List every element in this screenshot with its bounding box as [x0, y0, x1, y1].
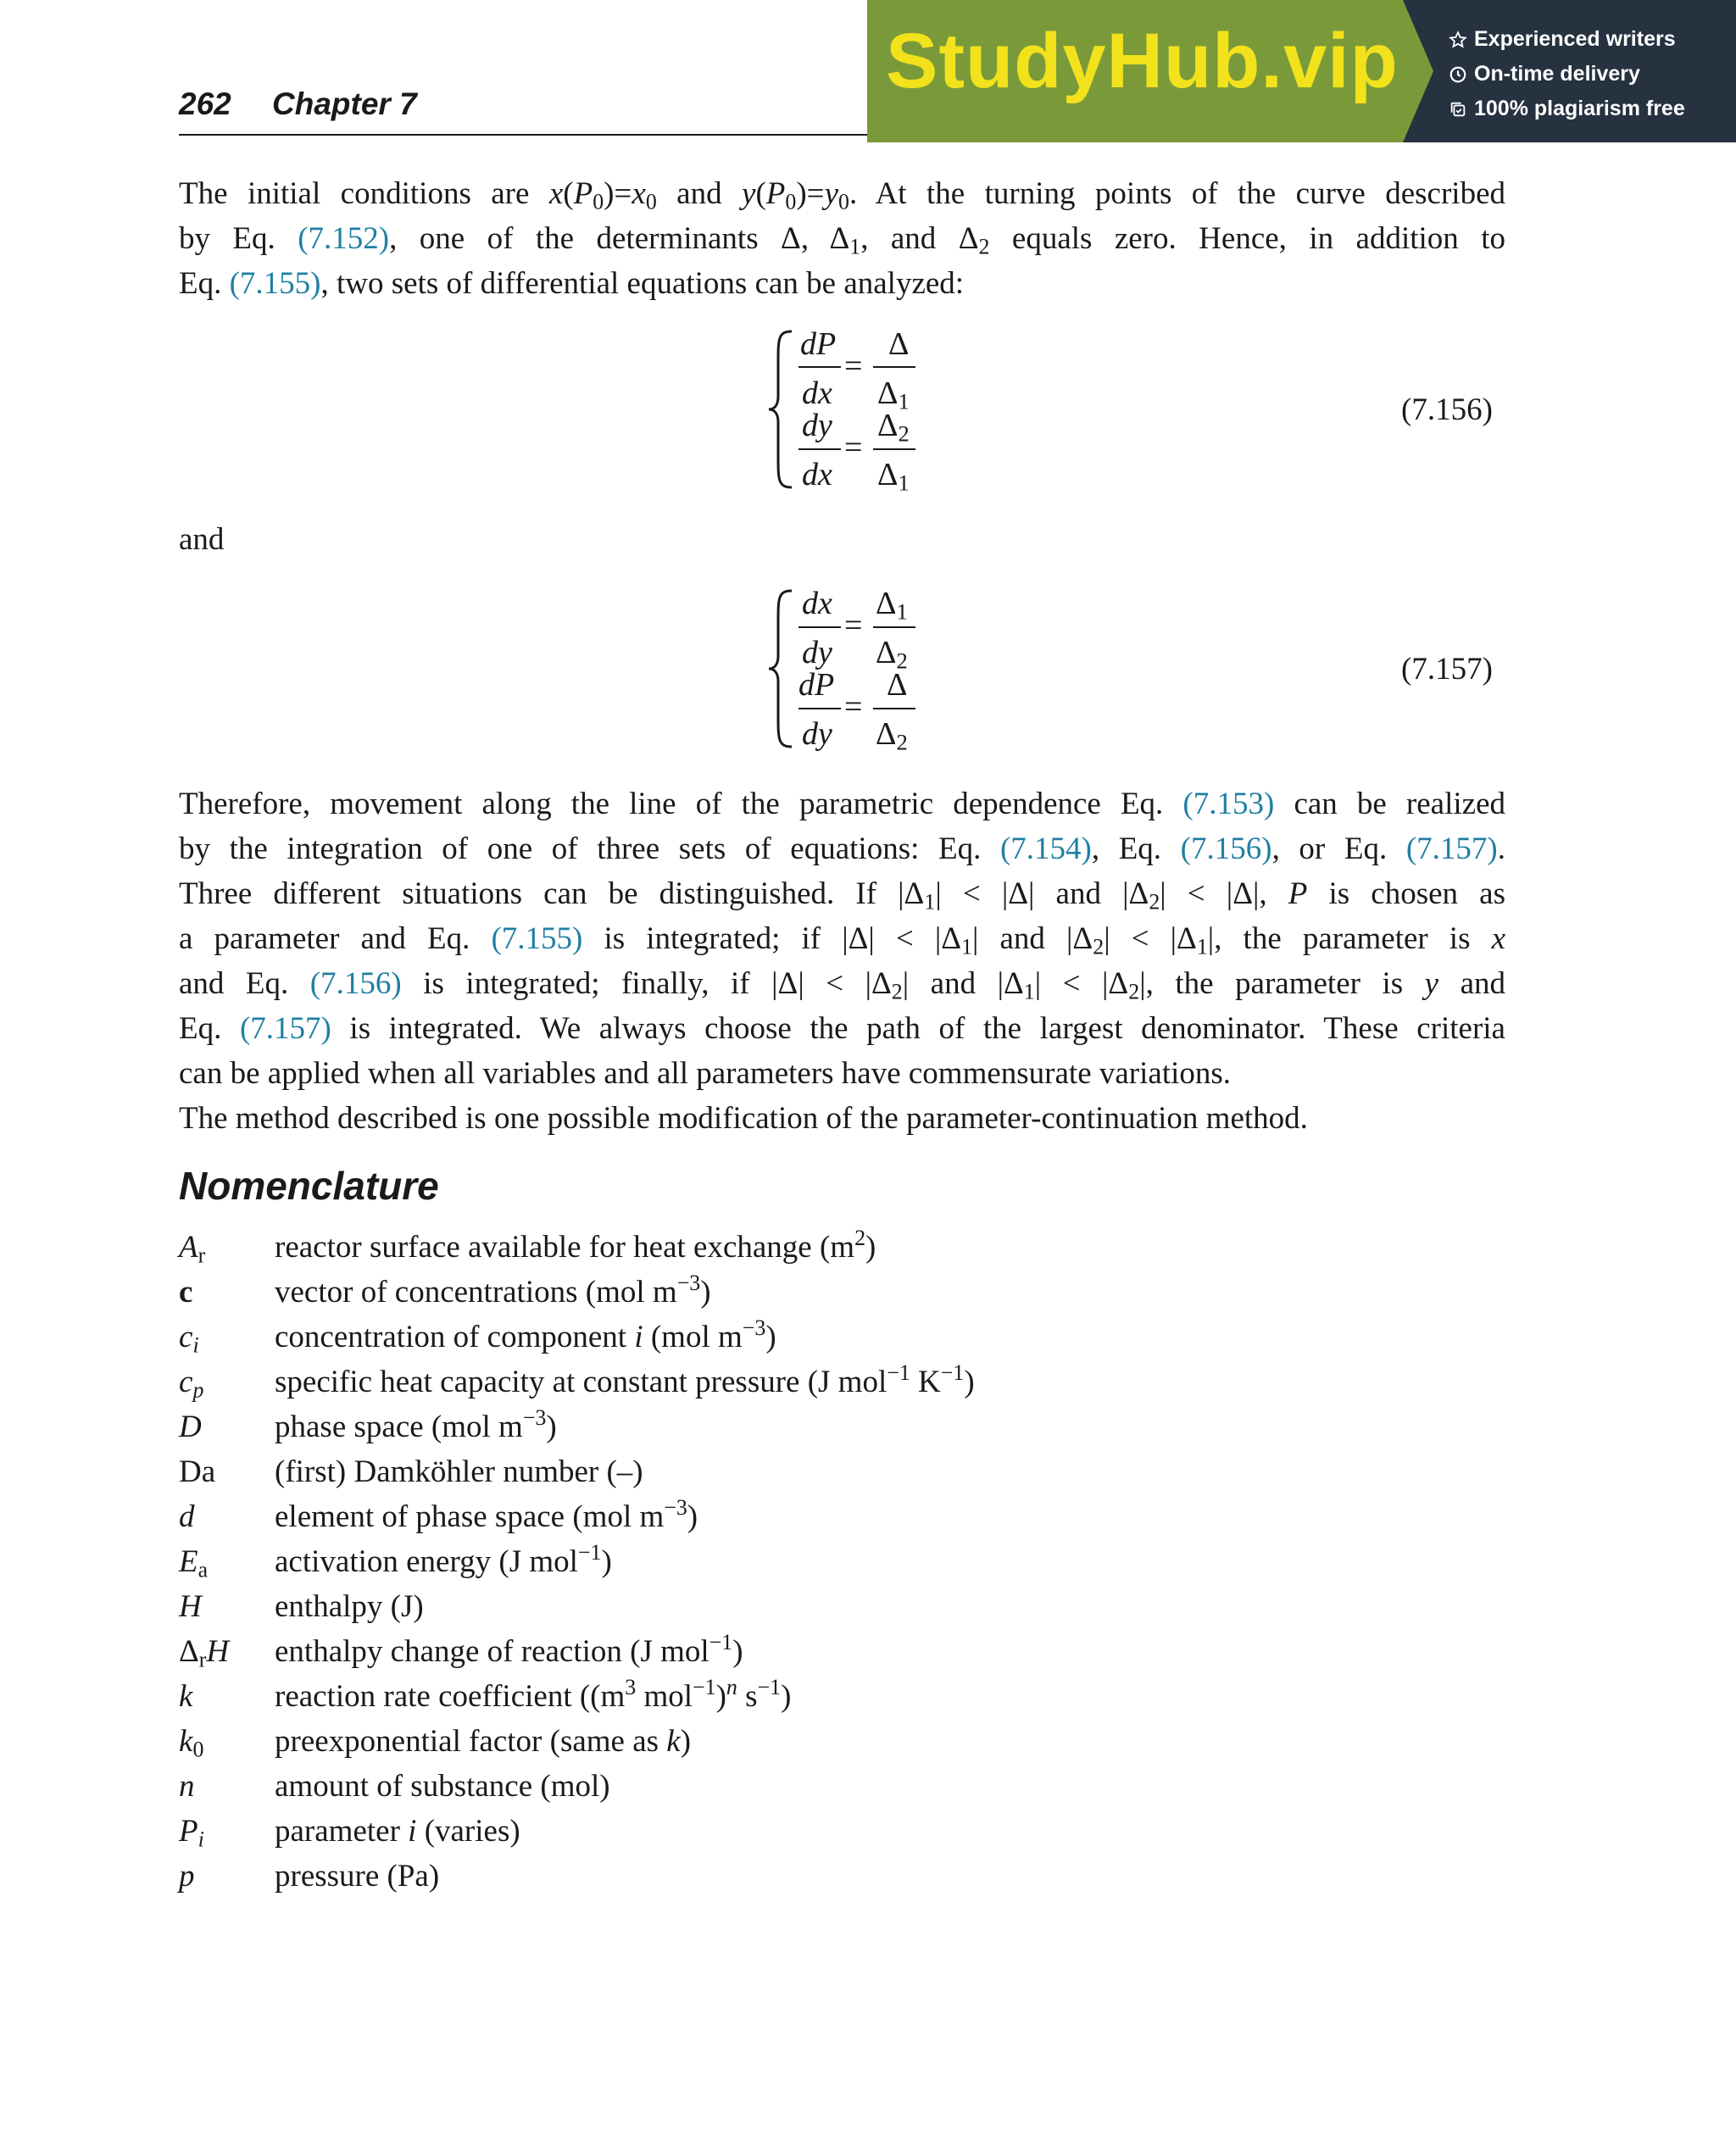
list-item: $\Delta_rH$ enthalpy change of reaction (J mol$^{-1}$) — [179, 1629, 743, 1672]
equation-link[interactable]: (7.153) — [1182, 787, 1275, 821]
text-line: a parameter and Eq. (7.155) is integrated; if $|\Delta| < |\Delta_1|$ and $|\Delta_2| < |\Delta_1|$, the parameter is x — [179, 921, 1506, 959]
equation-link[interactable]: (7.154) — [999, 831, 1092, 866]
left-brace — [766, 588, 795, 749]
ad-feature — [1449, 22, 1685, 57]
text-line: Three different situations can be distinguished. If $|\Delta_1| < |\Delta|$ and $|\Delta_2| < |\Delta|$, P is chosen as — [179, 876, 1505, 915]
list-item: n amount of substance (mol) — [179, 1769, 610, 1804]
list-item: k reaction rate coefficient (($m^3$ mol$^{-1}$)$^n$ $s^{-1}$) — [179, 1674, 792, 1714]
ad-feature-label: On-time delivery — [1474, 62, 1640, 86]
list-item: $P_i$ parameter i (varies) — [179, 1814, 520, 1852]
section-heading: Nomenclature — [179, 1164, 439, 1208]
list-item: Da (first) Damköhler number (–) — [179, 1454, 643, 1489]
equation-link[interactable]: (7.152) — [298, 221, 390, 256]
text-line: Eq. (7.155), two sets of differential equations can be analyzed: — [179, 266, 965, 301]
ad-logo[interactable]: StudyHub.vip — [886, 18, 1399, 104]
connector-and: and — [179, 522, 225, 557]
ad-feature — [1449, 92, 1685, 126]
ad-banner[interactable] — [867, 0, 1736, 142]
star-icon — [1449, 31, 1467, 49]
list-item: D phase space (mol $m^{-3}$) — [179, 1404, 557, 1444]
text-line: and Eq. (7.156) is integrated; finally, if $|\Delta| < |\Delta_2|$ and $|\Delta_1| < |\Delta_2|$, the parameter is y and — [179, 966, 1505, 1004]
text-line: Eq. (7.157) is integrated. We always choose the path of the largest denominator. These criteria — [179, 1011, 1505, 1046]
ad-feature — [1449, 57, 1685, 92]
equation-link[interactable]: (7.156) — [309, 966, 402, 1001]
ad-feature-list — [1449, 22, 1685, 126]
text-line: by the integration of one of three sets of equations: Eq. (7.154), Eq. (7.156), or Eq. (7.157). — [179, 831, 1505, 866]
ad-feature-label: 100% plagiarism free — [1474, 97, 1685, 120]
equation-link[interactable]: (7.157) — [239, 1011, 331, 1046]
text-line: The method described is one possible modification of the parameter-continuation method. — [179, 1101, 1308, 1136]
list-item: p pressure (Pa) — [179, 1859, 440, 1894]
list-item: $k_0$ preexponential factor (same as k) — [179, 1724, 692, 1762]
ad-arrow-shape — [1403, 0, 1433, 142]
text-line: can be applied when all variables and all parameters have commensurate variations. — [179, 1056, 1232, 1091]
text-line: The initial conditions are $x(P_0)=x_0$ and $y(P_0)=y_0$. At the turning points of the curve described — [179, 176, 1505, 214]
list-item: c vector of concentrations (mol $m^{-3}$) — [179, 1270, 711, 1310]
equation-number: (7.156) — [1401, 392, 1493, 427]
page-number: 262 — [179, 86, 231, 121]
list-item: $c_i$ concentration of component i (mol $m^{-3}$) — [179, 1315, 776, 1358]
paragraph-intro — [179, 171, 1505, 306]
list-item: $E_a$ activation energy (J mol$^{-1}$) — [179, 1539, 612, 1582]
equation-link[interactable]: (7.155) — [229, 266, 321, 301]
chapter-title: Chapter 7 — [272, 86, 417, 121]
list-item: $c_p$ specific heat capacity at constant pressure (J mol$^{-1}$ $K^{-1}$) — [179, 1360, 975, 1403]
equation-link[interactable]: (7.156) — [1180, 831, 1272, 866]
list-item: d element of phase space (mol $m^{-3}$) — [179, 1494, 698, 1534]
list-item: $A_r$ reactor surface available for heat exchange $(m^2)$ — [179, 1225, 876, 1268]
nomenclature-list — [179, 1225, 1281, 1903]
list-item: H enthalpy (J) — [179, 1589, 424, 1624]
ad-green-panel — [867, 0, 1403, 142]
text-line: Therefore, movement along the line of the parametric dependence Eq. (7.153) can be realized — [179, 787, 1505, 821]
copy-check-icon — [1449, 100, 1467, 119]
clock-icon — [1449, 65, 1467, 84]
ad-feature-label: Experienced writers — [1474, 27, 1676, 51]
paragraph-method — [179, 781, 1505, 1141]
text-line: by Eq. (7.152), one of the determinants Δ, $\Delta_1$, and $\Delta_2$ equals zero. Hence, in addition to — [179, 221, 1505, 259]
equation-number: (7.157) — [1401, 652, 1493, 687]
equation-link[interactable]: (7.155) — [491, 921, 583, 956]
equation-link[interactable]: (7.157) — [1405, 831, 1498, 866]
left-brace — [766, 329, 795, 490]
